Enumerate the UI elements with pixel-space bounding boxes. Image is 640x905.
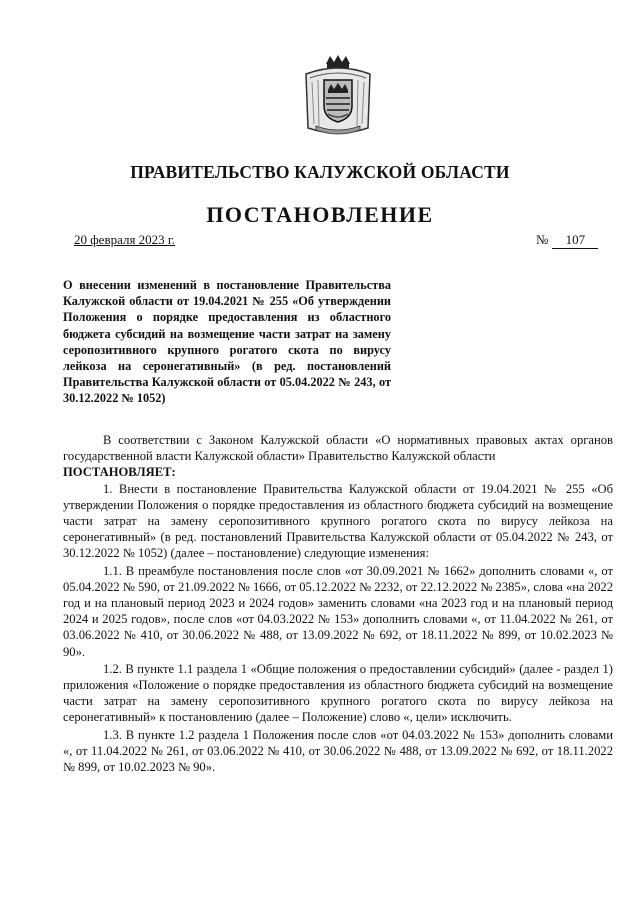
kaluga-coat-of-arms-icon	[300, 54, 376, 138]
resolves-heading	[63, 464, 613, 480]
document-date: 20 февраля 2023 г.	[74, 232, 176, 247]
paragraph-1-3: 1.3. В пункте 1.2 раздела 1 Положения после слов «от 04.03.2022 № 153» дополнить словами «, от 11.04.2022 № 261, от 03.06.2022 № 410, от 30.06.2022 № 488, от 13.09.2022 № 692, от 18.11.2022 № 899, от 10.02.2023 № 90».	[63, 727, 613, 775]
paragraph-1-2: 1.2. В пункте 1.1 раздела 1 «Общие положения о предоставлении субсидий» (далее - раздел 1) приложения «Положение о порядке предоставления из областного бюджета субсидий на возмещение части затрат на замену серопозитивного крупного рогатого скота по вирусу лейкоза на серонегативный» к постановлению (далее – Положение) слово «, цели» исключить.	[63, 661, 613, 725]
government-title: ПРАВИТЕЛЬСТВО КАЛУЖСКОЙ ОБЛАСТИ	[130, 162, 510, 182]
document-type-heading: ПОСТАНОВЛЕНИЕ	[206, 202, 434, 227]
preamble-paragraph	[63, 432, 613, 464]
document-body	[63, 432, 613, 775]
number-value: 107	[552, 232, 598, 249]
paragraph-1-1: 1.1. В преамбуле постановления после слов «от 30.09.2021 № 1662» дополнить словами «, от 05.04.2022 № 590, от 21.09.2022 № 1666, от 05.12.2022 № 2232, от 22.12.2022 № 2385», слова «на 2022 год и на плановый период 2023 и 2024 годов» заменить словами «на 2023 год и на плановый период 2024 и 2025 годов», после слов «от 04.03.2022 № 153» дополнить словами «, от 11.04.2022 № 261, от 03.06.2022 № 410, от 30.06.2022 № 488, от 13.09.2022 № 692, от 18.11.2022 № 899, от 10.02.2023 № 90».	[63, 563, 613, 659]
document-number	[536, 232, 598, 249]
resolves-text: ПОСТАНОВЛЯЕТ:	[63, 465, 176, 480]
number-label: №	[536, 232, 549, 247]
paragraph-1: 1. Внести в постановление Правительства Калужской области от 19.04.2021 № 255 «Об утверждении Положения о порядке предоставления из областного бюджета субсидий на возмещение части затрат на замену серопозитивного крупного рогатого скота по вирусу лейкоза на серонегативный» (в ред. постановлений Правительства Калужской области от 05.04.2022 № 243, от 30.12.2022 № 1052) (далее – постановление) следующие изменения:	[63, 481, 613, 561]
preamble-text: В соответствии с Законом Калужской области «О нормативных правовых актах органов государственной власти Калужской области» Правительство Калужской области	[63, 433, 613, 464]
document-subject: О внесении изменений в постановление Правительства Калужской области от 19.04.2021 № 255 «Об утверждении Положения о порядке предоставления из областного бюджета субсидий на возмещение части затрат на замену серопозитивного крупного рогатого скота по вирусу лейкоза на серонегативный» (в ред. постановлений Правительства Калужской области от 05.04.2022 № 243, от 30.12.2022 № 1052)	[63, 278, 391, 406]
